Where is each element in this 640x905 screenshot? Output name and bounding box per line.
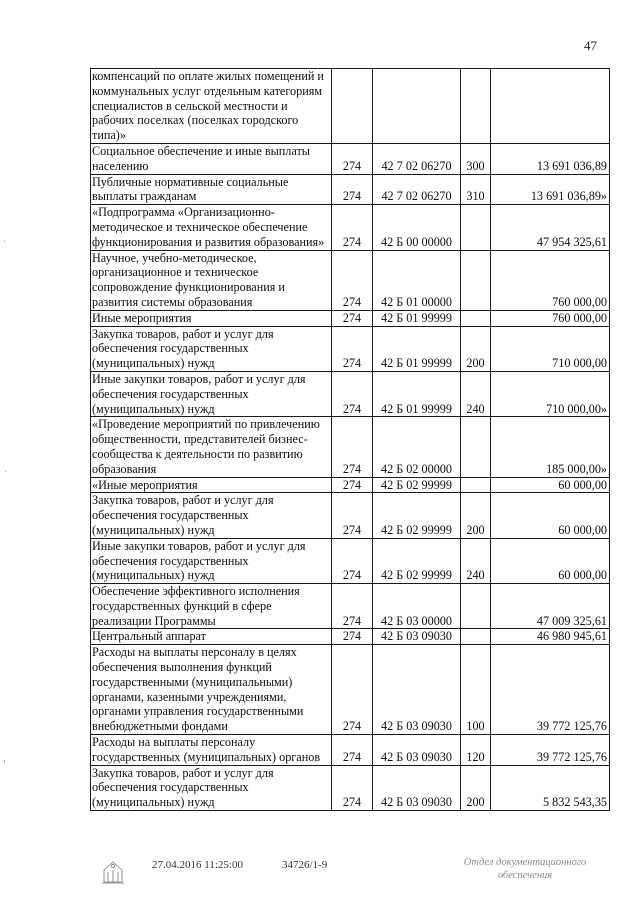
cell-vedomstvo: 274	[332, 371, 373, 416]
cell-name: Закупка товаров, работ и услуг для обеспечения государственных (муниципальных) нужд	[91, 326, 332, 371]
page-number: 47	[584, 38, 597, 53]
cell-code: 42 Б 03 09030	[373, 645, 461, 735]
table-row	[91, 538, 610, 583]
footer-document-number: 34726/1-9	[282, 859, 328, 871]
cell-code: 42 Б 00 00000	[373, 205, 461, 250]
cell-expense-type	[461, 417, 491, 477]
footer-date: 27.04.2016 11:25:00	[152, 859, 243, 871]
cell-sum: 710 000,00	[491, 326, 610, 371]
cell-sum: 760 000,00	[491, 310, 610, 326]
cell-expense-type: 200	[461, 493, 491, 538]
cell-vedomstvo: 274	[332, 477, 373, 493]
cell-vedomstvo: 274	[332, 629, 373, 645]
table-row	[91, 250, 610, 310]
cell-code: 42 7 02 06270	[373, 174, 461, 205]
cell-expense-type: 120	[461, 735, 491, 766]
cell-name: Обеспечение эффективного исполнения государственных функций в сфере реализации Программы	[91, 584, 332, 629]
cell-expense-type	[461, 69, 491, 144]
table-row	[91, 326, 610, 371]
cell-sum: 39 772 125,76	[491, 735, 610, 766]
cell-expense-type	[461, 310, 491, 326]
cell-code: 42 Б 03 09030	[373, 765, 461, 810]
cell-name: «Проведение мероприятий по привлечению общественности, представителей бизнес-сообщества к деятельности по развитию образования	[91, 417, 332, 477]
cell-code: 42 Б 02 99999	[373, 538, 461, 583]
cell-code: 42 Б 01 99999	[373, 371, 461, 416]
cell-sum: 60 000,00	[491, 477, 610, 493]
table-row	[91, 735, 610, 766]
cell-sum: 710 000,00»	[491, 371, 610, 416]
table-row	[91, 629, 610, 645]
cell-vedomstvo: 274	[332, 493, 373, 538]
table-row	[91, 69, 610, 144]
cell-name: «Иные мероприятия	[91, 477, 332, 493]
cell-vedomstvo: 274	[332, 326, 373, 371]
cell-expense-type	[461, 629, 491, 645]
cell-sum: 5 832 543,35	[491, 765, 610, 810]
cell-code: 42 Б 01 99999	[373, 326, 461, 371]
cell-vedomstvo: 274	[332, 174, 373, 205]
cell-name: Иные закупки товаров, работ и услуг для обеспечения государственных (муниципальных) нужд	[91, 371, 332, 416]
page-footer	[0, 856, 640, 896]
cell-expense-type: 240	[461, 538, 491, 583]
cell-sum: 39 772 125,76	[491, 645, 610, 735]
cell-name: Закупка товаров, работ и услуг для обеспечения государственных (муниципальных) нужд	[91, 493, 332, 538]
department-stamp	[450, 856, 600, 882]
cell-name: Иные закупки товаров, работ и услуг для обеспечения государственных (муниципальных) нужд	[91, 538, 332, 583]
cell-sum	[491, 69, 610, 144]
cell-expense-type: 310	[461, 174, 491, 205]
cell-sum: 60 000,00	[491, 538, 610, 583]
cell-expense-type: 240	[461, 371, 491, 416]
cell-code: 42 7 02 06270	[373, 143, 461, 174]
cell-sum: 47 009 325,61	[491, 584, 610, 629]
cell-sum: 760 000,00	[491, 250, 610, 310]
cell-expense-type: 100	[461, 645, 491, 735]
table-row	[91, 174, 610, 205]
stamp-line-1: Отдел документационного	[463, 857, 587, 868]
cell-vedomstvo: 274	[332, 584, 373, 629]
cell-expense-type	[461, 477, 491, 493]
cell-expense-type	[461, 584, 491, 629]
cell-vedomstvo: 274	[332, 538, 373, 583]
table-row	[91, 205, 610, 250]
cell-name: Закупка товаров, работ и услуг для обеспечения государственных (муниципальных) нужд	[91, 765, 332, 810]
cell-name: Центральный аппарат	[91, 629, 332, 645]
table-row	[91, 143, 610, 174]
table-row	[91, 477, 610, 493]
cell-expense-type	[461, 250, 491, 310]
table-row	[91, 645, 610, 735]
cell-name: Социальное обеспечение и иные выплаты населению	[91, 143, 332, 174]
cell-code: 42 Б 02 99999	[373, 477, 461, 493]
cell-sum: 13 691 036,89»	[491, 174, 610, 205]
cell-vedomstvo: 274	[332, 143, 373, 174]
table-row	[91, 493, 610, 538]
registry-emblem-icon	[98, 856, 128, 886]
cell-name: Иные мероприятия	[91, 310, 332, 326]
cell-name: Расходы на выплаты персоналу государственных (муниципальных) органов	[91, 735, 332, 766]
cell-name: «Подпрограмма «Организационно-методическое и техническое обеспечение функционирования и развития образования»	[91, 205, 332, 250]
cell-vedomstvo: 274	[332, 205, 373, 250]
cell-vedomstvo: 274	[332, 765, 373, 810]
cell-expense-type: 200	[461, 765, 491, 810]
cell-vedomstvo: 274	[332, 735, 373, 766]
cell-name: Публичные нормативные социальные выплаты гражданам	[91, 174, 332, 205]
table-body	[91, 69, 610, 811]
cell-code: 42 Б 03 09030	[373, 735, 461, 766]
cell-code: 42 Б 02 00000	[373, 417, 461, 477]
cell-code	[373, 69, 461, 144]
cell-name: Расходы на выплаты персоналу в целях обеспечения выполнения функций государственными (муниципальными) органами, казенными учреждениями, органами управления государственными внебюджетными фондами	[91, 645, 332, 735]
cell-code: 42 Б 02 99999	[373, 493, 461, 538]
budget-table	[90, 68, 610, 811]
cell-vedomstvo	[332, 69, 373, 144]
cell-vedomstvo: 274	[332, 250, 373, 310]
left-edge-scan-marks	[2, 0, 8, 905]
cell-code: 42 Б 03 00000	[373, 584, 461, 629]
cell-code: 42 Б 01 00000	[373, 250, 461, 310]
table-row	[91, 765, 610, 810]
cell-expense-type	[461, 205, 491, 250]
table-row	[91, 371, 610, 416]
table-row	[91, 584, 610, 629]
cell-vedomstvo: 274	[332, 645, 373, 735]
table-row	[91, 310, 610, 326]
table-row	[91, 417, 610, 477]
cell-expense-type: 300	[461, 143, 491, 174]
cell-expense-type: 200	[461, 326, 491, 371]
cell-vedomstvo: 274	[332, 310, 373, 326]
stamp-line-2: обеспечения	[497, 870, 553, 881]
cell-sum: 185 000,00»	[491, 417, 610, 477]
cell-name: компенсаций по оплате жилых помещений и коммунальных услуг отдельным категориям специалистов в сельской местности и рабочих поселках (поселках городского типа)»	[91, 69, 332, 144]
cell-sum: 46 980 945,61	[491, 629, 610, 645]
cell-code: 42 Б 03 09030	[373, 629, 461, 645]
cell-sum: 13 691 036,89	[491, 143, 610, 174]
cell-sum: 47 954 325,61	[491, 205, 610, 250]
cell-name: Научное, учебно-методическое, организационное и техническое сопровождение функционирования и развития системы образования	[91, 250, 332, 310]
cell-code: 42 Б 01 99999	[373, 310, 461, 326]
cell-vedomstvo: 274	[332, 417, 373, 477]
cell-sum: 60 000,00	[491, 493, 610, 538]
